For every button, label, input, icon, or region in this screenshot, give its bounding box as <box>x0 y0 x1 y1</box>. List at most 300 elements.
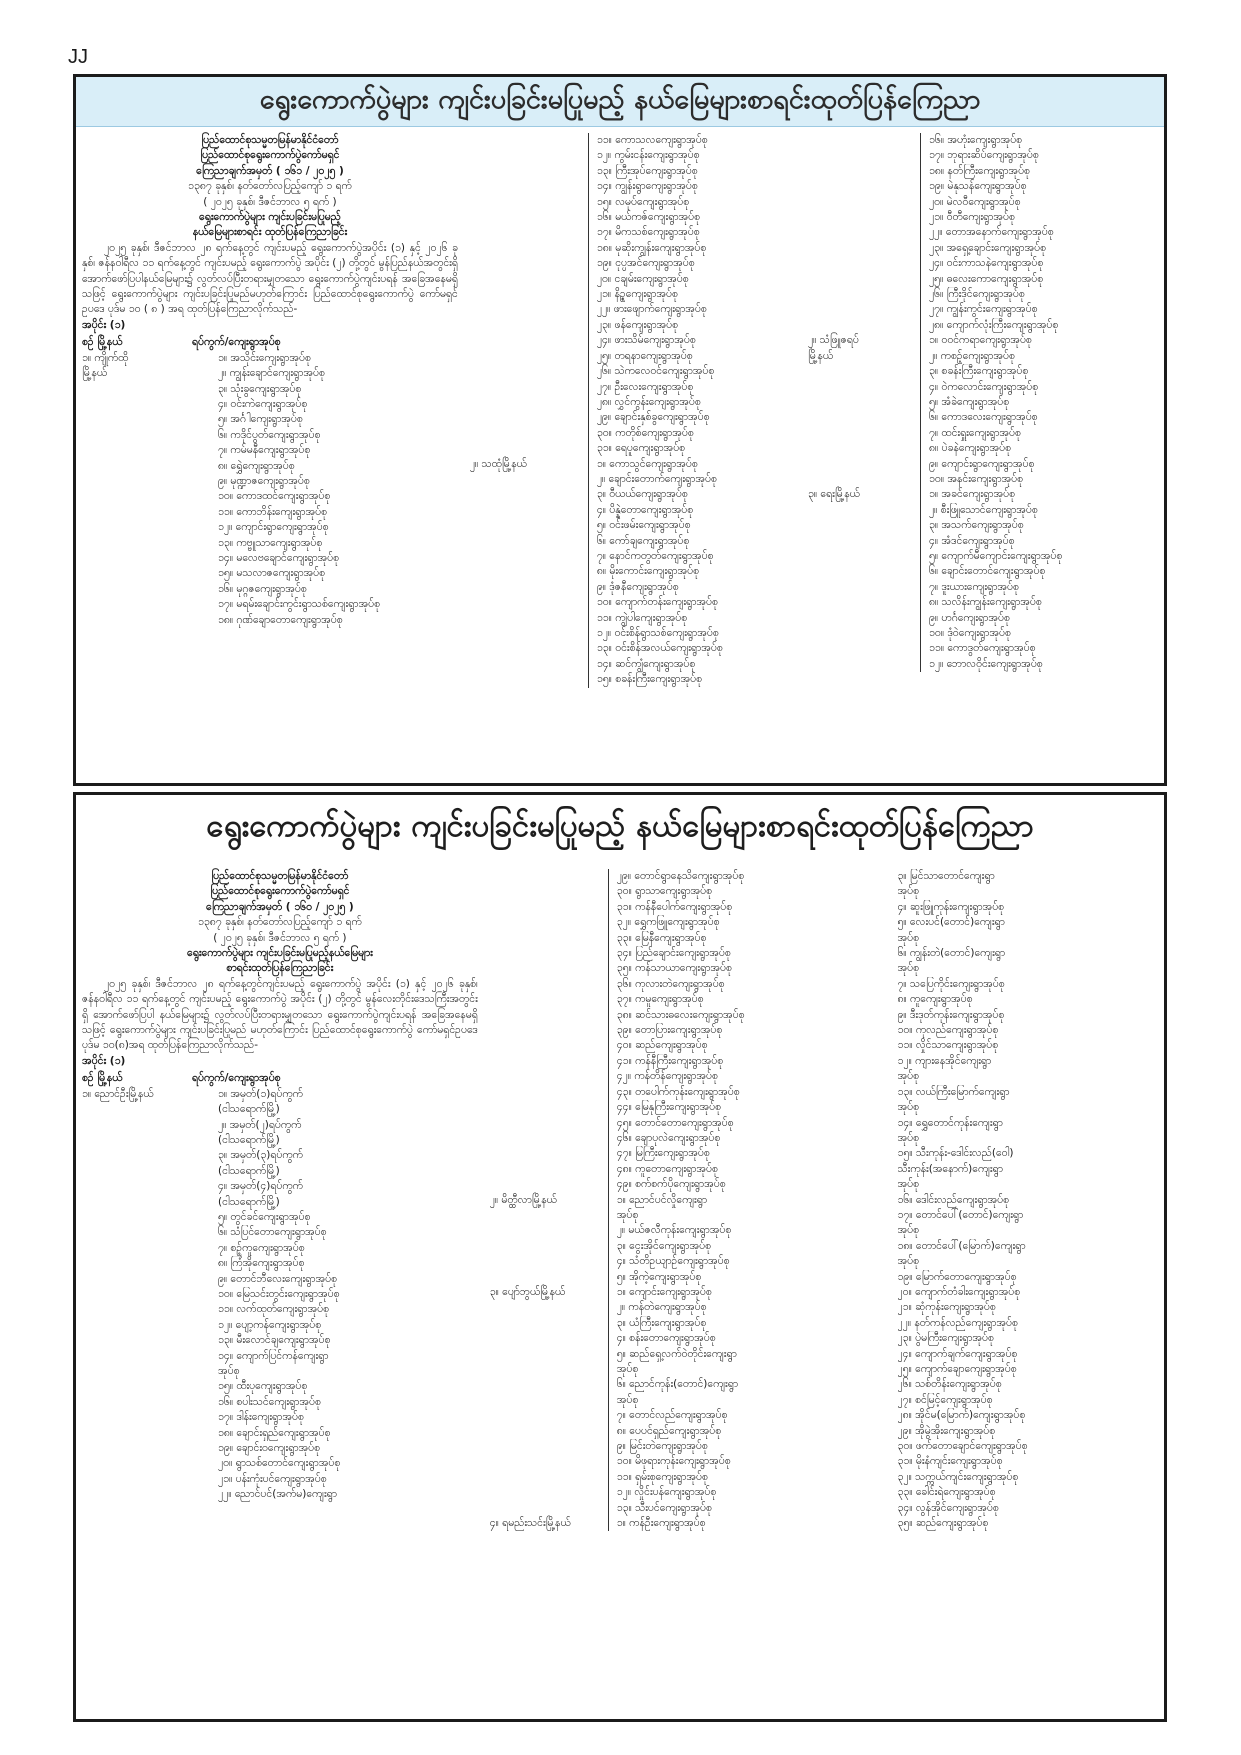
ward-name: ၁။ ညောင်ပင်လှိုကျေးရွာ <box>608 1193 886 1208</box>
ward-name: ၃၇။ ကမူကျေးရွာအုပ်စု <box>608 992 886 1007</box>
list-item <box>82 1272 478 1287</box>
ward-name: ၄။ ဆူးဖြူကုန်းကျေးရွာအုပ်စု <box>897 900 1005 913</box>
notice-2-column-1 <box>76 865 484 1719</box>
township-label: မြို့နယ် <box>82 367 108 380</box>
ward-name: ၂၆။ သစ်တိန်းကျေးရွာအုပ်စု <box>897 1378 1002 1391</box>
township-label: ၃။ ပျော်ဘွယ်မြို့နယ် <box>489 1285 566 1298</box>
township-label <box>490 1069 608 1084</box>
list-item <box>82 1179 478 1194</box>
ward-name: ၄၈။ ကူတောကျေးရွာအုပ်စု <box>608 1162 886 1177</box>
township-label <box>470 641 588 656</box>
ward-name: ၁၁။ ကောဘိန်းကျေးရွာအုပ်စု <box>218 505 328 518</box>
ward-name: ၁၈။ နတ်ကြီးကျေးရွာအုပ်စု <box>920 164 1158 179</box>
township-label <box>808 148 920 163</box>
ward-name: ၆။ ကော်ချကျေးရွာအုပ်စု <box>588 534 796 549</box>
list-item <box>808 380 1158 395</box>
ward-name: အုပ်စု <box>897 962 920 975</box>
list-item <box>898 1239 1159 1254</box>
list-item <box>490 869 886 884</box>
township-label <box>470 272 588 287</box>
list-item <box>490 1008 886 1023</box>
township-label <box>82 1102 210 1117</box>
ward-name: ၁။ အခင်ကျေးရွာအုပ်စု <box>920 487 1158 502</box>
township-label <box>808 318 920 333</box>
ward-name: အုပ်စု <box>897 1178 920 1191</box>
list-item <box>490 1085 886 1100</box>
header-line: နယ်မြေများစာရင်း ထုတ်ပြန်ကြေညာခြင်း <box>192 226 348 239</box>
list-item <box>470 595 796 610</box>
list-item <box>82 1287 478 1302</box>
list-item <box>898 1085 1159 1100</box>
township-label <box>490 1208 608 1223</box>
list-item <box>898 1377 1159 1392</box>
ward-name: ၄၇။ မြကြီးကျေးရွာအုပ်စု <box>608 1146 886 1161</box>
township-label <box>808 395 920 410</box>
ward-name: ၁၅။ သီးကုန်း-ဒေါင်းလည်(ဝေါ) <box>897 1147 1014 1160</box>
township-label <box>808 210 920 225</box>
ward-name: ၃၀။ ဖက်တောချောင်ကျေးရွာအုပ်စု <box>897 1440 1028 1453</box>
ward-name: ၂၅။ တရနာကျေးရွာအုပ်စု <box>588 349 796 364</box>
list-item <box>898 1393 1159 1408</box>
ward-name: ၆။ သံပြင်တောကျေးရွာအုပ်စု <box>218 1226 327 1239</box>
ward-list <box>898 869 1159 1531</box>
township-label <box>470 518 588 533</box>
ward-name: ၂၃။ ဖန်ကျေးရွာအုပ်စု <box>588 318 796 333</box>
ward-name: အုပ်စု <box>608 1208 886 1223</box>
township-label <box>490 977 608 992</box>
township-label <box>808 457 920 472</box>
township-label <box>82 1210 210 1225</box>
list-item <box>82 366 458 381</box>
ward-name: ၇။ နောင်ကတွတ်ကျေးရွာအုပ်စု <box>588 549 796 564</box>
header-line: ပြည်ထောင်စုရွေးကောက်ပွဲကော်မရှင် <box>210 885 350 898</box>
list-item <box>808 364 1158 379</box>
list-item <box>470 272 796 287</box>
ward-name: ၂၄။ ဖားသိမ်ကျေးရွာအုပ်စု <box>588 333 796 348</box>
ward-name: ၇။ စဉ့်ကူကျေးရွာအုပ်စု <box>218 1241 305 1254</box>
township-label <box>82 474 210 489</box>
ward-name: ၃၂။ ရွှေကဖြူကျေးရွာအုပ်စု <box>608 915 886 930</box>
list-item <box>898 931 1159 946</box>
township-label <box>490 900 608 915</box>
township-label: ၄။ ရမည်းသင်းမြို့နယ် <box>489 1517 571 1530</box>
list-item <box>82 1241 478 1256</box>
list-item <box>490 1146 886 1161</box>
list-item <box>808 272 1158 287</box>
ward-name: ၂၆။ သဲကလေဝင်ကျေးရွာအုပ်စု <box>588 364 796 379</box>
township-label <box>490 1038 608 1053</box>
header-line: ပြည်ထောင်စုသမ္မတမြန်မာနိုင်ငံတော် <box>211 870 349 882</box>
ward-name: ၃။ ငွေးအိုင်ကျေးရွာအုပ်စု <box>608 1239 886 1254</box>
ward-name: ၂၂။ ညောင်ပင်(အက်မ)ကျေးရွာ <box>218 1488 337 1501</box>
list-item <box>808 641 1158 656</box>
ward-name: ၁၄။ မလေဗချောင်ကျေးရွာအုပ်စု <box>218 551 340 564</box>
ward-name: ၂၄။ ဝင်းကာသနဲကျေးရွာအုပ်စု <box>920 256 1158 271</box>
township-label <box>808 518 920 533</box>
township-label <box>470 426 588 441</box>
notice-1-column-3 <box>802 129 1164 783</box>
list-item <box>898 915 1159 930</box>
column-header <box>82 335 458 350</box>
column-header-right: ရပ်ကွက်/ကျေးရွာအုပ်စု <box>192 1072 281 1085</box>
ward-name: ၁၅။ စခန်းကြီးကျေးရွာအုပ်စု <box>588 672 796 687</box>
list-item <box>898 1054 1159 1069</box>
township-label: ၂။ မိတ္ထီလာမြို့နယ် <box>489 1193 557 1206</box>
ward-name: ၃။ ဝီယယ်ကျေးရွာအုပ်စု <box>588 487 796 502</box>
list-item <box>808 395 1158 410</box>
ward-name: ၂၇။ ကျွန်းကွင်းကျေးရွာအုပ်စု <box>920 302 1158 317</box>
ward-name: ၂၄။ ကျောက်ချက်ကျေးရွာအုပ်စု <box>897 1347 1018 1360</box>
list-item <box>808 256 1158 271</box>
township-label <box>82 1318 210 1333</box>
ward-name: ၂၈။ အိုင်မ(မြောက်)ကျေးရွာအုပ်စု <box>897 1409 1026 1422</box>
ward-name: ၂၉။ ချောင်းနှစ်ခွကျေးရွာအုပ်စု <box>588 410 796 425</box>
township-label <box>470 287 588 302</box>
header-line: ၁၃၈၇ ခုနှစ်၊ နတ်တော်လပြည့်ကျော် ၁ ရက် <box>188 180 352 193</box>
township-label <box>490 931 608 946</box>
township-label <box>808 580 920 595</box>
ward-name: ၉။ ကျောင်းရွာကျေးရွာအုပ်စု <box>920 457 1158 472</box>
township-label: ၁။ ကျိုက်ထို <box>82 351 129 364</box>
list-item <box>490 1439 886 1454</box>
ward-name: ၃၉။ တောပြားကျေးရွာအုပ်စု <box>608 1023 886 1038</box>
township-label <box>470 472 588 487</box>
list-item <box>898 900 1159 915</box>
section-label: အပိုင်း (၁) <box>82 1054 126 1067</box>
ward-name: ၇။ ဒူးယားကျေးရွာအုပ်စု <box>920 580 1158 595</box>
list-item <box>490 1177 886 1192</box>
list-item <box>470 564 796 579</box>
list-item <box>470 487 796 502</box>
list-item <box>490 1054 886 1069</box>
notice-1-column-2 <box>464 129 802 783</box>
ward-name: ၅။ လေးပင်(တောင်)ကျေးရွာ <box>897 916 1005 929</box>
township-label: ၃။ ရေးမြို့နယ် <box>808 488 860 501</box>
list-item <box>82 597 458 612</box>
list-item <box>82 459 458 474</box>
ward-name: ၂၃။ ပွဲမကြီးကျေးရွာအုပ်စု <box>897 1332 994 1345</box>
ward-name: ၁။ ကျောင်းကျေးရွာအုပ်စု <box>608 1285 886 1300</box>
header-line: ၁၃၈၇ ခုနှစ်၊ နတ်တော်လပြည့်ကျော် ၁ ရက် <box>197 916 362 929</box>
ward-name: ၉။ ဟင်္ဂကျေးရွာအုပ်စု <box>920 611 1158 626</box>
ward-name: ၄၄။ မြေနုကြီးကျေးရွာအုပ်စု <box>608 1100 886 1115</box>
ward-list <box>490 869 886 1531</box>
page-number: JJ <box>68 46 88 68</box>
ward-name: ၁၁။ လက်ထုတ်ကျေးရွာအုပ်စု <box>218 1303 330 1316</box>
list-item <box>898 961 1159 976</box>
ward-name: ၁။ ကောသွင်ကျေးရွာအုပ်စု <box>588 457 796 472</box>
ward-name: ၁၄။ ရွှေတောင်ကုန်းကျေးရွာ <box>897 1116 1003 1129</box>
list-item <box>470 195 796 210</box>
list-item <box>808 302 1158 317</box>
list-item <box>898 1362 1159 1377</box>
ward-name: ၁၇။ တောင်ပေါ်(တောင်)ကျေးရွာ <box>897 1208 1024 1221</box>
township-label <box>470 549 588 564</box>
township-label <box>490 1300 608 1315</box>
list-item <box>808 595 1158 610</box>
list-item <box>470 457 796 472</box>
township-label <box>808 549 920 564</box>
ward-name: ၃၁။ မိုးနံကျင်းကျေးရွာအုပ်စု <box>897 1455 1003 1468</box>
ward-name: ၂၉။ တောင်ရွာနေသိကျေးရွာအုပ်စု <box>608 869 886 884</box>
township-label: မြို့နယ် <box>808 349 834 362</box>
ward-name: ၁၉။ မြောက်တောကျေးရွာအုပ်စု <box>897 1270 1017 1283</box>
township-label <box>808 287 920 302</box>
ward-name: ၇။ သပြေကိုင်းကျေးရွာအုပ်စု <box>897 977 1005 990</box>
township-label <box>808 441 920 456</box>
ward-name: ၄၉။ စက်စက်ပိုကျေးရွာအုပ်စု <box>608 1177 886 1192</box>
list-item <box>490 1116 886 1131</box>
ward-name: ၂၁။ နိဉ္စကျေးရွာအုပ်စု <box>588 287 796 302</box>
township-label <box>82 1487 210 1502</box>
list-item <box>82 1210 478 1225</box>
township-label <box>82 1410 210 1425</box>
township-label <box>470 179 588 194</box>
township-label <box>82 397 210 412</box>
ward-name: ၂၀။ မဲလဝီကျေးရွာအုပ်စု <box>920 195 1158 210</box>
ward-name: ၄၁။ ကန်နီကြီးကျေးရွာအုပ်စု <box>608 1054 886 1069</box>
list-item <box>898 1501 1159 1516</box>
township-label <box>82 1364 210 1379</box>
township-label <box>82 1241 210 1256</box>
township-label <box>490 1454 608 1469</box>
list-item <box>490 1316 886 1331</box>
list-item <box>82 1225 478 1240</box>
ward-name: ၁၁။ ကျွဲပါကျေးရွာအုပ်စု <box>588 611 796 626</box>
township-label <box>808 179 920 194</box>
township-label <box>82 1179 210 1194</box>
ward-name: ၅။ ကျောက်မီကျောင်းကျေးရွာအုပ်စု <box>920 549 1158 564</box>
ward-name: ၈။ ပဲခနဲကျေးရွာအုပ်စု <box>920 441 1158 456</box>
township-label <box>82 1379 210 1394</box>
list-item <box>82 1195 478 1210</box>
list-item <box>490 1100 886 1115</box>
list-item <box>490 1377 886 1392</box>
list-item <box>898 1008 1159 1023</box>
list-item <box>898 1131 1159 1146</box>
list-item <box>898 869 1159 884</box>
township-label <box>82 1287 210 1302</box>
ward-name: ၁၅။ ထီးပုကျေးရွာအုပ်စု <box>218 1380 308 1393</box>
ward-name: ၁၆။ မယ်ကဇ်ကျေးရွာအုပ်စု <box>588 210 796 225</box>
ward-name: ၁၇။ မိကသစ်ကျေးရွာအုပ်စု <box>588 225 796 240</box>
list-item <box>490 1038 886 1053</box>
list-item <box>808 457 1158 472</box>
list-item <box>82 520 458 535</box>
township-label <box>490 1347 608 1362</box>
township-label <box>808 133 920 148</box>
list-item <box>490 961 886 976</box>
list-item <box>470 302 796 317</box>
list-item <box>82 1472 478 1487</box>
ward-name: ၄။ ဝင်းကဲကျေးရွာအုပ်စု <box>218 397 308 410</box>
list-item <box>490 1162 886 1177</box>
ward-name: ၈။ ရွှေဲကျေးရွာအုပ်စု <box>218 459 295 472</box>
list-item <box>808 179 1158 194</box>
notice-2-column-3 <box>892 865 1165 1719</box>
list-item <box>898 1146 1159 1161</box>
township-label <box>808 426 920 441</box>
list-item <box>470 410 796 425</box>
list-item <box>898 1023 1159 1038</box>
ward-name: ၁၂။ ပျော့ကန်ကျေးရွာအုပ်စု <box>218 1318 322 1331</box>
ward-name: (ငါသရောက်မြို့) <box>218 1103 280 1116</box>
ward-name: ၆။ ချောင်းတောင်ကျေးရွာအုပ်စု <box>920 564 1158 579</box>
list-item <box>490 1347 886 1362</box>
ward-name: ၆။ ညောင်ကုန်း(တောင်)ကျေးရွာ <box>608 1377 886 1392</box>
ward-name: ၄။ စန်းတောကျေးရွာအုပ်စု <box>608 1331 886 1346</box>
township-label <box>490 1270 608 1285</box>
ward-name: ၂၆။ ကြီးဒိုင်ကျေးရွာအုပ်စု <box>920 287 1158 302</box>
township-label <box>470 441 588 456</box>
township-label <box>82 597 210 612</box>
township-label <box>82 1456 210 1471</box>
township-label <box>82 1256 210 1271</box>
township-label <box>82 1426 210 1441</box>
ward-name: ၁၆။ စပါးသင်ကျေးရွာအုပ်စု <box>218 1395 321 1408</box>
notice-2-title: ရွေးကောက်ပွဲများ ကျင်းပခြင်းမပြုမည့် နယ်မြေများစာရင်းထုတ်ပြန်ကြေညာ <box>76 795 1164 863</box>
list-item <box>470 179 796 194</box>
township-label <box>808 472 920 487</box>
ward-name: (ငါသရောက်မြို့) <box>218 1133 280 1146</box>
list-item <box>808 333 1158 348</box>
township-label <box>82 382 210 397</box>
list-item <box>470 426 796 441</box>
township-label <box>470 580 588 595</box>
notice-body: ၂၀၂၅ ခုနှစ်၊ ဒီဇင်ဘာလ ၂၈ ရက်နေ့တွင်ကျင်းပမည့် ရွေးကောက်ပွဲ အပိုင်း (၁) နှင့် ၂၀၂၆ ခုနှစ်၊ ဇန်နဝါရီလ ၁၁ ရက်နေ့တွင် ကျင်းပမည့် ရွေးကောက်ပွဲ အပိုင်း (၂) တို့တွင် မွန်လေးတိုင်းဒေသကြီးအတွင်းရှိ အောက်ဖော်ပြပါ နယ်မြေများ၌ လွတ်လပ်ပြီးတရားမျှတသော ရွေးကောက်ပွဲကျင်းပရန် အခြေအနေမရှိသဖြင့် ရွေးကောက်ပွဲများ ကျင်းပခြင်းပြုမည် မဟုတ်ကြောင်း ပြည်ထောင်စုရွေးကောက်ပွဲ ကော်မရှင်ဥပဒေပုဒ်မ ၁၀(၈)အရ ထုတ်ပြန်ကြေညာလိုက်သည်- <box>82 977 478 1052</box>
list-item <box>808 318 1158 333</box>
notice-1-column-1 <box>76 129 464 783</box>
ward-name: ၅။ အင်္ဂါကျေးရွာအုပ်စု <box>218 413 303 426</box>
township-label <box>490 1470 608 1485</box>
header-line: ရွေးကောက်ပွဲများ ကျင်းပခြင်းမပြုမည့် <box>198 211 341 224</box>
ward-list <box>82 351 458 628</box>
ward-name: ၃။ သုံးခွကျေးရွာအုပ်စု <box>218 382 302 395</box>
list-item <box>470 380 796 395</box>
ward-name: အုပ်စု <box>608 1362 886 1377</box>
list-item <box>82 351 458 366</box>
township-label <box>808 641 920 656</box>
township-label <box>470 225 588 240</box>
ward-name: ၁၂။ ဝင်းစိန်ရွာသစ်ကျေးရွာအုပ်စု <box>588 626 796 641</box>
ward-name: ၇။ တောင်လည်ကျေးရွာအုပ်စု <box>608 1408 886 1423</box>
ward-name: ၂၀။ ငချမ်းကျေးရွာအုပ်စု <box>588 272 796 287</box>
township-label <box>490 884 608 899</box>
ward-name: အုပ်စု <box>897 1131 920 1144</box>
ward-name: ၂၇။ စင်မြင့်ကျေးရွာအုပ်စု <box>897 1393 993 1406</box>
ward-name: ၃၆။ ကုလားတဲကျေးရွာအုပ်စု <box>608 977 886 992</box>
township-label <box>470 564 588 579</box>
list-item <box>808 410 1158 425</box>
ward-name: ၉။ ဒီးဒုတ်ကုန်းကျေးရွာအုပ်စု <box>897 1008 1005 1021</box>
list-item <box>898 1424 1159 1439</box>
list-item <box>490 1331 886 1346</box>
list-item <box>808 441 1158 456</box>
ward-name: ၂၁။ ဆုံကုန်းကျေးရွာအုပ်စု <box>897 1301 996 1314</box>
ward-name: ၂။ မယ်ဇလီကုန်းကျေးရွာအုပ်စု <box>608 1223 886 1238</box>
ward-name: ၁၃။ ဝင်းစိန်အလယ်ကျေးရွာအုပ်စု <box>588 641 796 656</box>
ward-name: ၆။ ကောဒလေးကျေးရွာအုပ်စု <box>920 410 1158 425</box>
ward-name: ၂၉။ အိုမွဲအိုးကျေးရွာအုပ်စု <box>897 1424 996 1437</box>
township-label <box>490 1331 608 1346</box>
township-label <box>490 1439 608 1454</box>
ward-name: ၃၃။ မြေနီကျေးရွာအုပ်စု <box>608 931 886 946</box>
list-item <box>82 397 458 412</box>
list-item <box>808 225 1158 240</box>
list-item <box>490 992 886 1007</box>
ward-name: အုပ်စု <box>897 1070 920 1083</box>
township-label <box>470 410 588 425</box>
ward-name: ၄၅။ တောင်တောကျေးရွာအုပ်စု <box>608 1116 886 1131</box>
ward-name: ၁၈။ ဂုဏ်ချောတောကျေးရွာအုပ်စု <box>218 613 343 626</box>
township-label <box>490 961 608 976</box>
ward-name: ၁၃။ မီးလောင်ချကျေးရွာအုပ်စု <box>218 1334 331 1347</box>
list-item <box>490 1408 886 1423</box>
township-label <box>470 611 588 626</box>
list-item <box>490 1254 886 1269</box>
ward-name: ၅။ အံခဲကျေးရွာအုပ်စု <box>920 395 1158 410</box>
township-label <box>470 333 588 348</box>
notice-1 <box>73 74 1167 786</box>
ward-name: ၂၁။ ပန်းကုံးပင်ကျေးရွာအုပ်စု <box>218 1472 327 1485</box>
township-label <box>490 1023 608 1038</box>
list-item <box>808 133 1158 148</box>
list-item <box>490 1131 886 1146</box>
ward-name: ၁၃။ လယ်ကြီးမြောက်ကျေးရွာ <box>897 1085 1010 1098</box>
township-label <box>470 534 588 549</box>
list-item <box>490 1239 886 1254</box>
notice-1-title: ရွေးကောက်ပွဲများ ကျင်းပခြင်းမပြုမည့် နယ်မြေများစာရင်းထုတ်ပြန်ကြေညာ <box>76 77 1164 127</box>
township-label <box>490 1485 608 1500</box>
list-item <box>490 1208 886 1223</box>
ward-name: ၅။ ဆည်ရှေ့လက်ဝဲတိုင်းကျေးရွာ <box>608 1347 886 1362</box>
ward-name: ၁၀။ မြေသင်းတွင်းကျေးရွာအုပ်စု <box>218 1287 340 1300</box>
ward-name: ၁၆။ အဟုံးကျေးရွာအုပ်စု <box>920 133 1158 148</box>
ward-name: ၁။ အမှတ်(၁)ရပ်ကွက် <box>218 1087 303 1100</box>
ward-name: ၄၆။ ချောပုလဲကျေးရွာအုပ်စု <box>608 1131 886 1146</box>
list-item <box>82 1256 478 1271</box>
township-label <box>82 412 210 427</box>
ward-name: ၁၆။ မုဂ္ဂဇကျေးရွာအုပ်စု <box>218 582 307 595</box>
township-label <box>82 1302 210 1317</box>
ward-name: ၁၂။ ကွမ်းငန်းကျေးရွာအုပ်စု <box>588 148 796 163</box>
township-label <box>490 1146 608 1161</box>
township-label: ၁။ ညောင်ဦးမြို့နယ် <box>82 1087 154 1100</box>
township-label <box>490 946 608 961</box>
list-item <box>470 225 796 240</box>
township-label <box>82 551 210 566</box>
ward-name: ၂၁။ ဝီတီကျေးရွာအုပ်စု <box>920 210 1158 225</box>
township-label <box>808 164 920 179</box>
township-label: ၂။ သံဖြူဇရပ် <box>808 334 859 347</box>
township-label <box>470 364 588 379</box>
list-item <box>470 210 796 225</box>
list-item <box>82 1364 478 1379</box>
list-item <box>82 443 458 458</box>
ward-name: ၁၉။ ချောင်းဝကျေးရွာအုပ်စု <box>218 1442 321 1455</box>
ward-name: ၃၄။ ပြည်ချောင်းကျေးရွာအုပ်စု <box>608 946 886 961</box>
list-item <box>898 1038 1159 1053</box>
township-label <box>808 302 920 317</box>
column-header-left: စဉ် မြို့နယ် <box>82 336 123 349</box>
list-item <box>898 1316 1159 1331</box>
list-item <box>82 582 458 597</box>
ward-name: ၄။ အံဒင်ကျေးရွာအုပ်စု <box>920 534 1158 549</box>
township-label <box>470 133 588 148</box>
ward-name: ၁၄။ ကျောက်ပြင်ကန်ကျေးရွာ <box>218 1349 329 1362</box>
township-label <box>470 626 588 641</box>
ward-name: ၁၁။ ကောဒွတ်ကျေးရွာအုပ်စု <box>920 641 1158 656</box>
